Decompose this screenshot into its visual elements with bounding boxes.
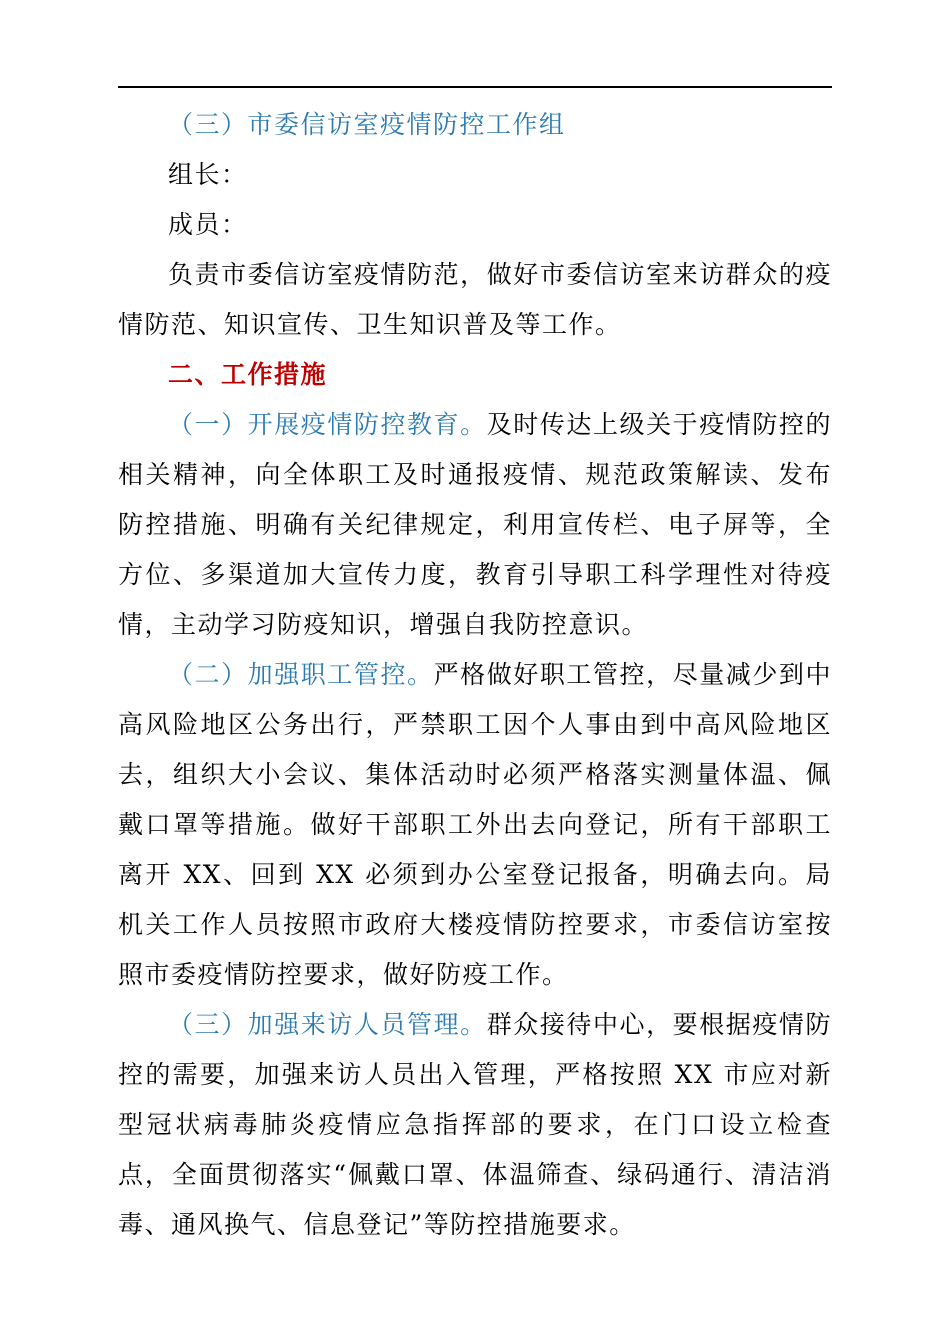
document-body bbox=[118, 100, 832, 1250]
members-line: 成员： bbox=[168, 210, 248, 239]
measure1-label: （一）开展疫情防控教育。 bbox=[168, 410, 487, 439]
measure2-paragraph bbox=[118, 650, 832, 1000]
section2-heading: 二、工作措施 bbox=[168, 360, 328, 389]
group3-title: （三）市委信访室疫情防控工作组 bbox=[168, 110, 566, 139]
measure3-text: 群众接待中心，要根据疫情防控的需要，加强来访人员出入管理，严格按照 XX 市应对新型冠状病毒肺炎疫情应急指挥部的要求，在门口设立检查点，全面贯彻落实“佩戴口罩、体温筛查、绿码通行、清洁消毒、通风换气、信息登记”等防控措施要求。 bbox=[118, 1010, 832, 1239]
header-rule bbox=[118, 86, 832, 88]
group3-duty: 负责市委信访室疫情防范，做好市委信访室来访群众的疫情防范、知识宣传、卫生知识普及等工作。 bbox=[118, 260, 832, 339]
measure3-paragraph bbox=[118, 1000, 832, 1250]
measure2-label: （二）加强职工管控。 bbox=[168, 660, 434, 689]
measure2-text: 严格做好职工管控，尽量减少到中高风险地区公务出行，严禁职工因个人事由到中高风险地区去，组织大小会议、集体活动时必须严格落实测量体温、佩戴口罩等措施。做好干部职工外出去向登记，所有干部职工离开 XX、回到 XX 必须到办公室登记报备，明确去向。局机关工作人员按照市政府大楼疫情防控要求，市委信访室按照市委疫情防控要求，做好防疫工作。 bbox=[118, 660, 832, 989]
measure1-paragraph bbox=[118, 400, 832, 650]
measure1-text: 及时传达上级关于疫情防控的相关精神，向全体职工及时通报疫情、规范政策解读、发布防控措施、明确有关纪律规定，利用宣传栏、电子屏等，全方位、多渠道加大宣传力度，教育引导职工科学理性对待疫情，主动学习防疫知识，增强自我防控意识。 bbox=[118, 410, 832, 639]
measure3-label: （三）加强来访人员管理。 bbox=[168, 1010, 487, 1039]
group-leader-line: 组长： bbox=[168, 160, 248, 189]
